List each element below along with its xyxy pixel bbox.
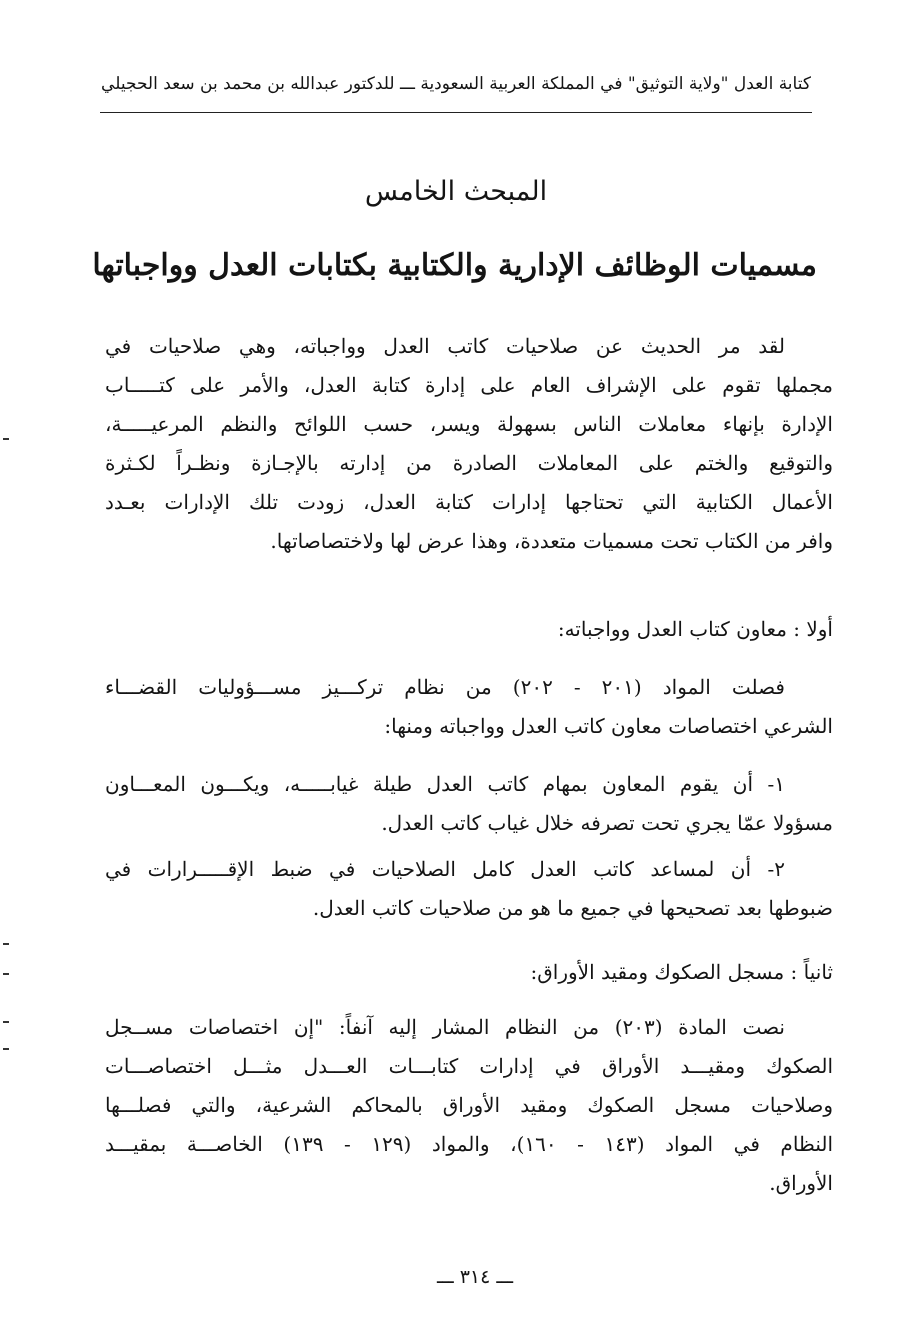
second-paragraph bbox=[105, 1008, 833, 1203]
second-heading: ثانياً : مسجل الصكوك ومقيد الأوراق: bbox=[530, 960, 833, 984]
paragraph-line: النظام في المواد (١٤٣ - ١٦٠)، والمواد (١٢٩ - ١٣٩) الخاصـــة بمقيـــد bbox=[105, 1132, 833, 1156]
paragraph-line: لقد مر الحديث عن صلاحيات كاتب العدل وواجباته، وهي صلاحيات في bbox=[105, 334, 785, 358]
scan-mark bbox=[3, 1048, 9, 1050]
paragraph-line: وافر من الكتاب تحت مسميات متعددة، وهذا عرض لها ولاختصاصاتها. bbox=[270, 529, 833, 553]
first-paragraph bbox=[105, 668, 833, 746]
paragraph-line: نصت المادة (٢٠٣) من النظام المشار إليه آنفاً: "إن اختصاصات مســجل bbox=[105, 1015, 786, 1039]
paragraph-line: الصكوك ومقيـــد الأوراق في إدارات كتابـــات العـــدل مثـــل اختصاصـــات bbox=[105, 1054, 833, 1078]
paragraph-line: الأعمال الكتابية التي تحتاجها إدارات كتابة العدل، زودت تلك الإدارات بعـدد bbox=[105, 490, 833, 514]
header-rule bbox=[100, 112, 812, 113]
intro-paragraph bbox=[105, 327, 833, 561]
section-title: مسميات الوظائف الإدارية والكتابية بكتابات العدل وواجباتها bbox=[92, 248, 817, 283]
paragraph-line: الإدارة بإنهاء معاملات الناس بسهولة ويسر، حسب اللوائح والنظم المرعيـــــة، bbox=[105, 412, 833, 436]
section-label: المبحث الخامس bbox=[364, 176, 548, 207]
paragraph-line: ١- أن يقوم المعاون بمهام كاتب العدل طيلة غيابـــــه، ويكـــون المعـــاون bbox=[105, 772, 785, 796]
paragraph-line: والتوقيع والختم على المعاملات الصادرة من إدارته بالإجـازة ونظـراً لكـثرة bbox=[105, 451, 833, 475]
scan-mark bbox=[3, 1021, 9, 1023]
paragraph-line: الأوراق. bbox=[769, 1171, 833, 1195]
page-number: ـــ ٣١٤ ـــ bbox=[436, 1266, 514, 1288]
first-heading: أولا : معاون كتاب العدل وواجباته: bbox=[557, 617, 833, 641]
list-item-1 bbox=[105, 765, 833, 843]
paragraph-line: فصلت المواد (٢٠١ - ٢٠٢) من نظام تركـــيز مســـؤوليات القضـــاء bbox=[105, 675, 785, 699]
list-item-2 bbox=[105, 850, 833, 928]
paragraph-line: ٢- أن لمساعد كاتب العدل كامل الصلاحيات في ضبط الإقـــــرارات في bbox=[105, 857, 785, 881]
scan-mark bbox=[3, 438, 9, 440]
paragraph-line: مجملها تقوم على الإشراف العام على إدارة كتابة العدل، والأمر على كتـــــاب bbox=[105, 373, 833, 397]
scan-mark bbox=[3, 943, 9, 945]
scan-mark bbox=[3, 973, 9, 975]
paragraph-line: مسؤولا عمّا يجري تحت تصرفه خلال غياب كاتب العدل. bbox=[381, 811, 833, 835]
paragraph-line: ضبوطها بعد تصحيحها في جميع ما هو من صلاحيات كاتب العدل. bbox=[312, 896, 833, 920]
paragraph-line: الشرعي اختصاصات معاون كاتب العدل وواجباته ومنها: bbox=[384, 714, 833, 738]
running-header: كتابة العدل "ولاية التوثيق" في المملكة العربية السعودية ـــ للدكتور عبدالله بن محمد بن سعد الحجيلي bbox=[101, 74, 811, 94]
paragraph-line: وصلاحيات مسجل الصكوك ومقيد الأوراق بالمحاكم الشرعية، والتي فصلـــها bbox=[105, 1093, 833, 1117]
